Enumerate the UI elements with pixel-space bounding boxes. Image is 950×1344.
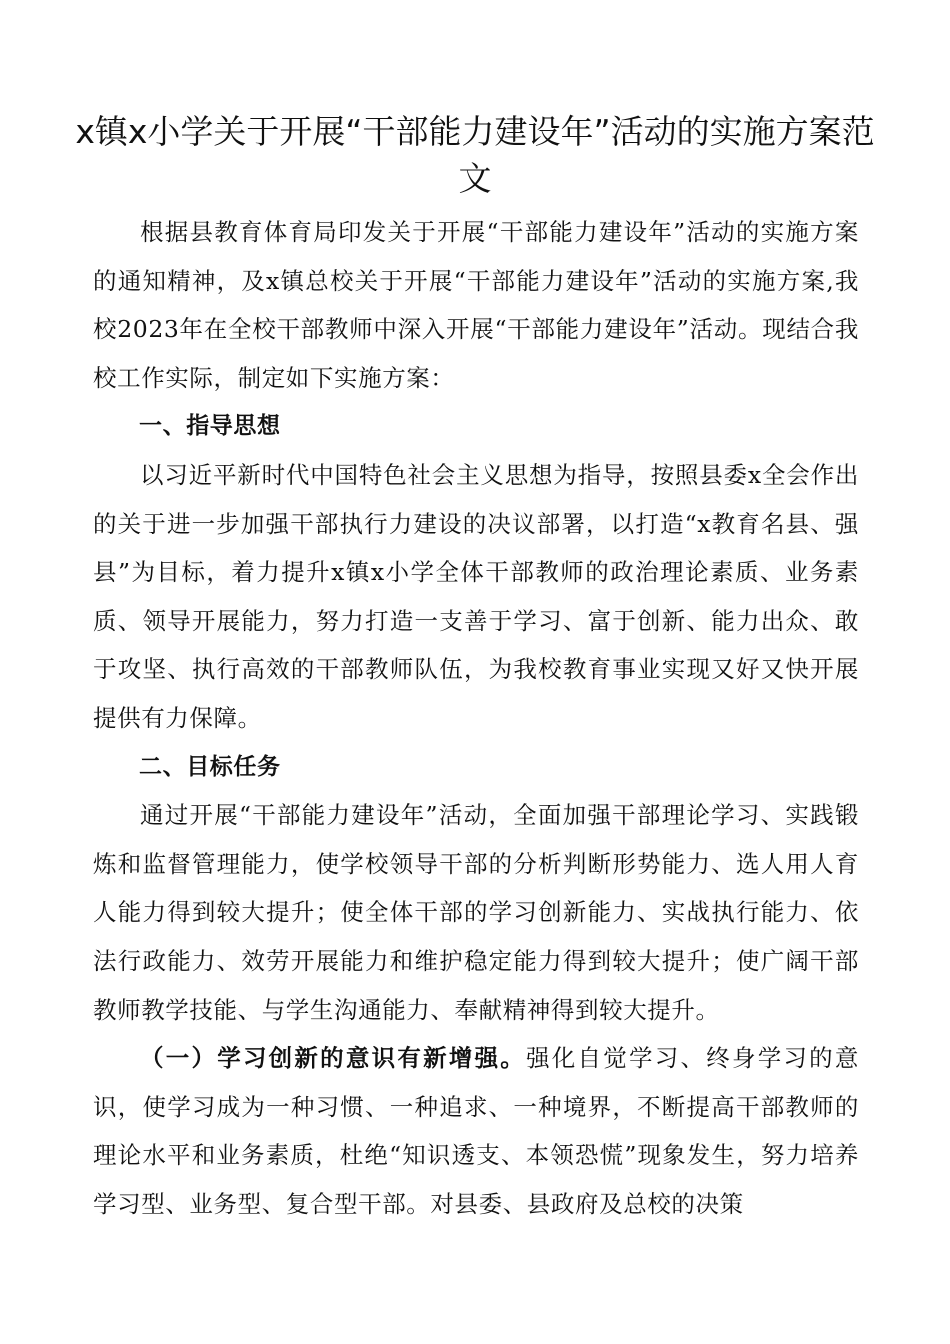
section-heading-objectives: 二、目标任务 <box>139 753 281 780</box>
learning-innovation-lead: （一）学习创新的意识有新增强。 <box>140 1044 527 1073</box>
objectives-paragraph: 通过开展“干部能力建设年”活动，全面加强干部理论学习、实践锻炼和监督管理能力，使学校领导干部的分析判断形势能力、选人用人育人能力得到较大提升；使全体干部的学习创新能力、实战执行能力、依法行政能力、效劳开展能力和维护稳定能力得到较大提升；使广阔干部教师教学技能、与学生沟通能力、奉献精神得到较大提升。 <box>93 801 859 1024</box>
guiding-ideology-paragraph: 以习近平新时代中国特色社会主义思想为指导，按照县委x全会作出的关于进一步加强干部执行力建设的决议部署，以打造“x教育名县、强县”为目标，着力提升x镇x小学全体干部教师的政治理论素质、业务素质、领导开展能力，努力打造一支善于学习、富于创新、能力出众、敢于攻坚、执行高效的干部教师队伍，为我校教育事业实现又好又快开展提供有力保障。 <box>93 460 859 732</box>
intro-paragraph: 根据县教育体育局印发关于开展“干部能力建设年”活动的实施方案的通知精神，及x镇总校关于开展“干部能力建设年”活动的实施方案,我校2023年在全校干部教师中深入开展“干部能力建设年”活动。现结合我校工作实际，制定如下实施方案： <box>93 218 859 392</box>
learning-innovation-body: 强化自觉学习、终身学习的意识，使学习成为一种习惯、一种追求、一种境界，不断提高干部教师的理论水平和业务素质，杜绝“知识透支、本领恐慌”现象发生，努力培养学习型、业务型、复合型干部。对县委、县政府及总校的决策 <box>93 1044 860 1218</box>
document-body <box>93 208 859 1228</box>
learning-innovation-paragraph <box>93 1034 859 1228</box>
document-title: x镇x小学关于开展“干部能力建设年”活动的实施方案范文 <box>75 112 875 198</box>
section-heading-guiding-ideology: 一、指导思想 <box>139 413 281 440</box>
